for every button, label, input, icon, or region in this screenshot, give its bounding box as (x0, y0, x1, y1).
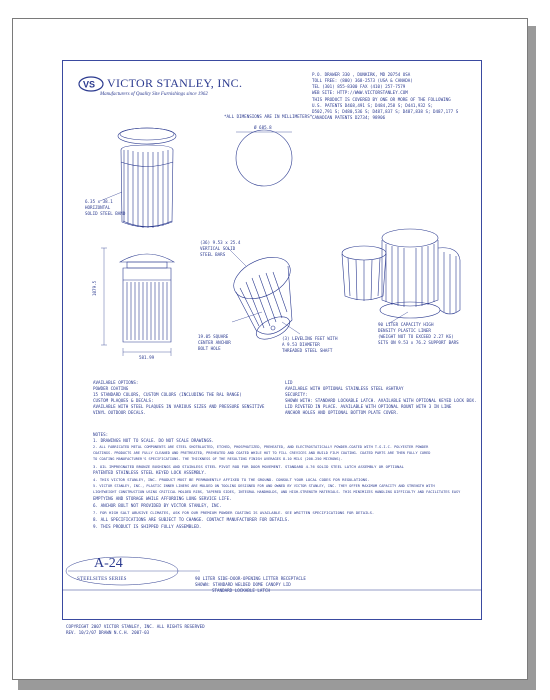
underside-view (227, 249, 297, 344)
leader-lines (100, 192, 408, 334)
callout-feet-1: (3) LEVELING FEET WITH (282, 336, 338, 341)
callout-feet-2: A 9.53 DIAMETER (282, 342, 320, 347)
callout-liner-4: SITS ON 9.53 x 76.2 SUPPORT BARS (378, 340, 459, 345)
copyright-note: COPYRIGHT 2007 VICTOR STANLEY, INC. ALL RIGHTS RESERVED (66, 624, 205, 629)
patent-line: U.S. PATENTS D468,491 S; D484,258 S; D441,932 S; (312, 103, 434, 108)
note-line: 5. VICTOR STANLEY, INC., PLASTIC INNER LINERS ARE MOLDED ON TOOLING DESIGNED FOR AND OWNED BY VICTOR STANLEY, INC. THEY OFFER MAXIMUM CAPACITY AND STRENGTH WITH (93, 484, 435, 488)
company-name: VICTOR STANLEY, INC. (107, 76, 243, 90)
callout-bars-3: STEEL BARS (200, 252, 226, 257)
callout-bars-2: VERTICAL SOLID (200, 246, 236, 251)
patent-line: CANADIAN PATENTS D2734; 98906 (312, 115, 386, 120)
callout-band-3: SOLID STEEL BAND (85, 211, 126, 216)
note-line: TO COATING MANUFACTURER'S SPECIFICATIONS. THE THICKNESS OF THE RESULTING FINISH AVERAGES 8-10 MILS (200-250 MICRONS). (93, 457, 343, 461)
callout-liner-1: 90 LITER CAPACITY HIGH (378, 322, 434, 327)
option-line: CUSTOM PLAQUES & DECALS: (93, 398, 154, 403)
callout-band-2: HORIZONTAL (85, 205, 111, 210)
callout-feet-3: THREADED STEEL SHAFT (282, 348, 333, 353)
height-dim: 1079.5 (92, 280, 97, 296)
units-note: *ALL DIMENSIONS ARE IN MILLIMETERS* (224, 114, 313, 119)
series-name: STEELSITES SERIES (77, 577, 127, 582)
option-line: LID (285, 380, 293, 385)
callout-liner-3: (WEIGHT NOT TO EXCEED 2.27 KG) (378, 334, 454, 339)
note-line: 3. OIL IMPREGNATED BRONZE BUSHINGS AND STAINLESS STEEL PIVOT ROD FOR DOOR MOVEMENT. STANDARD 4.76 SOLID STEEL LATCH ASSEMBLY OR OPTIONAL (93, 464, 404, 469)
option-line: LID RIVETED IN PLACE. AVAILABLE WITH OPTIONAL ROUNT WITH 3 IN LINE (285, 404, 452, 409)
base-width-dim: 581.99 (139, 355, 155, 360)
plan-view (236, 130, 292, 186)
patent-line: D502,791 S; D480,536 S; D487,837 S; D487,838 S; D487,177 S (312, 109, 459, 114)
description-line: SHOWN: STANDARD WELDED DOME CANOPY LID (195, 582, 291, 587)
options-title: AVAILABLE OPTIONS: (93, 380, 139, 385)
logo-mark-text: VS (83, 79, 96, 90)
callout-anchor-3: BOLT HOLE (198, 346, 221, 351)
note-line: 6. ANCHOR BOLT NOT PROVIDED BY VICTOR STANLEY, INC. (93, 503, 222, 508)
patent-line: THIS PRODUCT IS COVERED BY ONE OR MORE OF THE FOLLOWING (312, 97, 451, 102)
open-door-view (342, 229, 460, 318)
model-number: A-24 (94, 556, 123, 571)
callout-band-1: 6.35 x 38.1 (85, 199, 113, 204)
note-line: PATENTED STAINLESS STEEL KEYED LOCK ASSEMBLY. (93, 470, 207, 475)
option-line: SHOWN WITH: STANDARD LOCKABLE LATCH. AVAILABLE WITH OPTIONAL KEYED LOCK BOX. (285, 398, 477, 403)
note-line: LIGHTWEIGHT CONSTRUCTION USING CRITICAL MOLDED RIBS, TAPERED SIDES, INTEGRAL HANDHOLDS, AND HIGH-STRENGTH MATERIALS. THIS MINIMIZES HANDLING DIFFICULTY AND FACILITATES EASY (93, 490, 461, 494)
contact-line: WEB SITE: HTTP://WWW.VICTORSTANLEY.COM (312, 90, 408, 95)
option-line: AVAILABLE WITH STEEL PLAQUES IN VARIOUS SIZES AND PRESSURE SENSITIVE (93, 404, 265, 409)
description-line: STANDARD LOCKABLE LATCH (212, 588, 270, 593)
callout-bars-1: (36) 9.53 x 25.4 (200, 240, 241, 245)
option-line: 15 STANDARD COLORS, CUSTOM COLORS (INCLUDING THE RAL RANGE) (93, 392, 242, 397)
notes-title: NOTES: (93, 432, 109, 437)
revision-note: REV. 10/2/07 DRAWN N.C.H. 2007-03 (66, 630, 150, 635)
note-line: EMPTYING AND STORAGE WHILE AFFORDING LONG SERVICE LIFE. (93, 496, 232, 501)
plan-diameter-dim: Ø 685.8 (254, 125, 272, 130)
note-line: 8. ALL SPECIFICATIONS ARE SUBJECT TO CHANGE. CONTACT MANUFACTURER FOR DETAILS. (93, 517, 290, 522)
note-line: COATINGS. PRODUCTS ARE FULLY CLEANED AND PRETREATED, PREHEATED AND COATED WHILE HOT TO FILL CREVICES AND BUILD FILM COATING. COATED PARTS ARE THEN FULLY CURED (93, 451, 431, 455)
contact-line: TEL (301) 855-8300 FAX (410) 257-7579 (312, 84, 406, 89)
isometric-view (118, 128, 176, 228)
note-line: 2. ALL FABRICATED METAL COMPONENTS ARE STEEL SHOTBLASTED, ETCHED, PHOSPHATIZED, PREHEATED, AND ELECTROSTATICALLY POWDER-COATED WITH T.G.I.C. POLYESTER POWDER (93, 445, 429, 449)
note-line: 1. DRAWINGS NOT TO SCALE. DO NOT SCALE DRAWINGS. (93, 438, 215, 443)
description-line: 90 LITER SIDE-DOOR-OPENING LITTER RECEPTACLE (195, 576, 306, 581)
option-line: ANCHOR HOLES AND OPTIONAL BOTTOM PLATE COVER. (285, 410, 399, 415)
callout-anchor-1: 19.05 SQUARE (198, 334, 229, 339)
company-tagline: Manufacturers of Quality Site Furnishings since 1962 (100, 92, 208, 97)
option-line: POWDER COATING (93, 386, 129, 391)
callout-anchor-2: CENTER ANCHOR (198, 340, 231, 345)
contact-line: P.O. DRAWER 330 , DUNKIRK, MD 20754 USA (312, 72, 411, 77)
callout-liner-2: DENSITY PLASTIC LINER (378, 328, 431, 333)
note-line: 7. FOR HIGH SALT ABUSIVE CLIMATES, ASK FOR OUR PREMIUM POWDER COATING IS AVAILABLE. SEE WRITTEN SPECIFICATIONS FOR DETAILS. (93, 510, 375, 515)
option-line: AVAILABLE WITH OPTIONAL STAINLESS STEEL ASHTRAY (285, 386, 404, 391)
option-line: SECURITY: (285, 392, 308, 397)
option-line: VINYL OUTDOOR DECALS. (93, 410, 146, 415)
elevation-view (101, 248, 174, 356)
note-line: 4. THIS VICTOR STANLEY, INC. PRODUCT MUST BE PERMANENTLY AFFIXED TO THE GROUND. CONSULT YOUR LOCAL CODES FOR REGULATIONS. (93, 477, 370, 482)
note-line: 9. THIS PRODUCT IS SHIPPED FULLY ASSEMBLED. (93, 524, 202, 529)
contact-line: TOLL FREE: (800) 368-2573 (USA & CANADA) (312, 78, 413, 83)
